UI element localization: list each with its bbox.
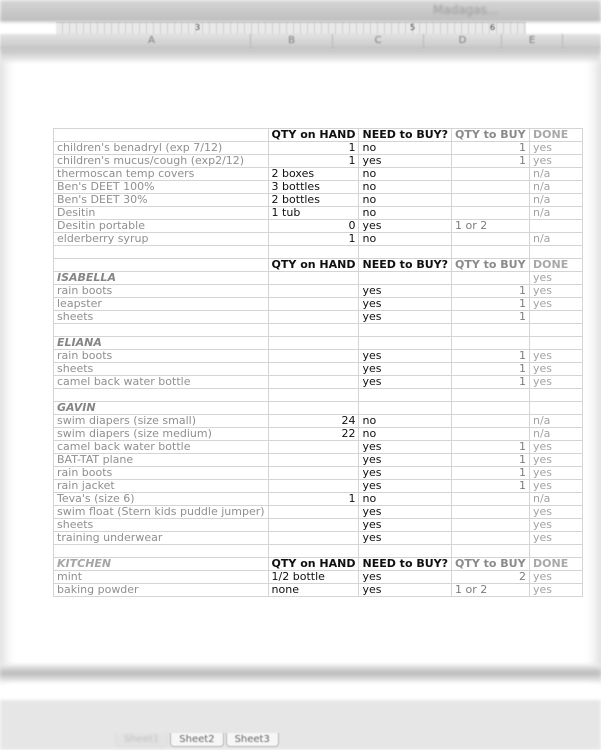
table-row xyxy=(54,506,583,519)
table-row xyxy=(54,181,583,194)
cell-c[interactable] xyxy=(359,324,452,337)
column-header-b[interactable]: B xyxy=(251,34,333,48)
cell-b[interactable]: 1/2 bottle xyxy=(268,571,359,584)
sheet-tab-1[interactable]: Sheet1 xyxy=(115,733,168,747)
blur-edge xyxy=(0,60,12,680)
cell-a[interactable]: ELIANA xyxy=(54,337,269,350)
cell-c[interactable]: yes xyxy=(359,571,452,584)
status-area xyxy=(0,700,601,750)
table-row xyxy=(54,298,583,311)
cell-d[interactable]: 1 xyxy=(452,350,530,363)
table-row xyxy=(54,155,583,168)
cell-a[interactable]: training underwear xyxy=(54,532,269,545)
cell-e[interactable]: yes xyxy=(530,142,583,155)
cell-b[interactable]: 0 xyxy=(268,220,359,233)
cell-b[interactable]: 1 xyxy=(268,233,359,246)
cell-e[interactable]: yes xyxy=(530,285,583,298)
cell-c[interactable]: yes xyxy=(359,454,452,467)
cell-a[interactable] xyxy=(54,246,269,259)
table-row xyxy=(54,571,583,584)
cell-c[interactable]: yes xyxy=(359,532,452,545)
cell-a[interactable]: Desitin portable xyxy=(54,220,269,233)
cell-e[interactable]: yes xyxy=(530,532,583,545)
ruler-mark: 3 xyxy=(195,23,201,32)
cell-e[interactable] xyxy=(530,545,583,558)
cell-c[interactable]: yes xyxy=(359,584,452,597)
cell-b[interactable] xyxy=(268,506,359,519)
cell-c[interactable] xyxy=(359,389,452,402)
table-row xyxy=(54,194,583,207)
cell-b[interactable] xyxy=(268,454,359,467)
cell-e[interactable]: n/a xyxy=(530,168,583,181)
table-row xyxy=(54,532,583,545)
cell-e[interactable]: n/a xyxy=(530,194,583,207)
cell-e[interactable] xyxy=(530,389,583,402)
cell-a[interactable]: sheets xyxy=(54,311,269,324)
cell-e[interactable]: yes xyxy=(530,441,583,454)
cell-b[interactable] xyxy=(268,350,359,363)
cell-e[interactable]: yes xyxy=(530,584,583,597)
spreadsheet-grid[interactable] xyxy=(53,128,583,597)
cell-a[interactable]: children's benadryl (exp 7/12) xyxy=(54,142,269,155)
cell-b[interactable] xyxy=(268,532,359,545)
table-row xyxy=(54,389,583,402)
cell-d[interactable] xyxy=(452,337,530,350)
blur-edge xyxy=(589,60,601,680)
cell-d[interactable] xyxy=(452,519,530,532)
cell-c[interactable]: yes xyxy=(359,480,452,493)
cell-b[interactable] xyxy=(268,441,359,454)
cell-d[interactable] xyxy=(452,402,530,415)
cell-b[interactable]: 22 xyxy=(268,428,359,441)
cell-c[interactable]: yes xyxy=(359,363,452,376)
cell-c[interactable]: yes xyxy=(359,220,452,233)
table-row xyxy=(54,402,583,415)
cell-e[interactable]: DONE xyxy=(530,558,583,571)
cell-e[interactable]: yes xyxy=(530,506,583,519)
table-row xyxy=(54,480,583,493)
table-row xyxy=(54,246,583,259)
cell-e[interactable] xyxy=(530,402,583,415)
cell-e[interactable]: n/a xyxy=(530,207,583,220)
cell-c[interactable]: yes xyxy=(359,519,452,532)
window-title: Madagas... xyxy=(433,3,499,17)
cell-d[interactable] xyxy=(452,194,530,207)
table-row xyxy=(54,441,583,454)
cell-b[interactable] xyxy=(268,285,359,298)
cell-c[interactable]: no xyxy=(359,194,452,207)
cell-b[interactable]: 1 xyxy=(268,155,359,168)
cell-d[interactable] xyxy=(452,415,530,428)
column-header-c[interactable]: C xyxy=(333,34,424,48)
table-row xyxy=(54,207,583,220)
table-row xyxy=(54,415,583,428)
cell-a[interactable]: swim float (Stern kids puddle jumper) xyxy=(54,506,269,519)
cell-d[interactable] xyxy=(452,493,530,506)
cell-b[interactable] xyxy=(268,246,359,259)
table-row xyxy=(54,311,583,324)
cell-c[interactable]: NEED to BUY? xyxy=(359,259,452,272)
cell-d[interactable]: 2 xyxy=(452,571,530,584)
cell-b[interactable] xyxy=(268,324,359,337)
cell-b[interactable]: none xyxy=(268,584,359,597)
cell-b[interactable]: 1 xyxy=(268,142,359,155)
cell-a[interactable]: sheets xyxy=(54,363,269,376)
cell-e[interactable] xyxy=(530,220,583,233)
cell-e[interactable]: yes xyxy=(530,480,583,493)
cell-a[interactable]: ISABELLA xyxy=(54,272,269,285)
table-row xyxy=(54,519,583,532)
cell-a[interactable]: mint xyxy=(54,571,269,584)
cell-e[interactable]: n/a xyxy=(530,181,583,194)
cell-c[interactable]: yes xyxy=(359,350,452,363)
cell-b[interactable] xyxy=(268,337,359,350)
table-row xyxy=(54,285,583,298)
cell-b[interactable]: 3 bottles xyxy=(268,181,359,194)
table-row xyxy=(54,558,583,571)
cell-a[interactable]: baking powder xyxy=(54,584,269,597)
cell-e[interactable]: yes xyxy=(530,571,583,584)
table-row xyxy=(54,363,583,376)
cell-e[interactable]: n/a xyxy=(530,428,583,441)
cell-a[interactable]: children's mucus/cough (exp2/12) xyxy=(54,155,269,168)
cell-d[interactable]: 1 xyxy=(452,467,530,480)
cell-a[interactable]: rain jacket xyxy=(54,480,269,493)
cell-d[interactable]: QTY to BUY xyxy=(452,129,530,142)
cell-d[interactable]: 1 xyxy=(452,441,530,454)
cell-e[interactable] xyxy=(530,324,583,337)
cell-a[interactable]: rain boots xyxy=(54,350,269,363)
cell-c[interactable] xyxy=(359,246,452,259)
cell-a[interactable]: Ben's DEET 100% xyxy=(54,181,269,194)
table-row xyxy=(54,220,583,233)
cell-b[interactable]: 1 xyxy=(268,493,359,506)
title-bar xyxy=(0,0,601,22)
cell-a[interactable]: GAVIN xyxy=(54,402,269,415)
cell-d[interactable]: 1 xyxy=(452,376,530,389)
cell-e[interactable]: n/a xyxy=(530,233,583,246)
table-row xyxy=(54,324,583,337)
table-row xyxy=(54,142,583,155)
cell-a[interactable]: sheets xyxy=(54,519,269,532)
cell-e[interactable] xyxy=(530,311,583,324)
table-row xyxy=(54,493,583,506)
table-row xyxy=(54,350,583,363)
table-row xyxy=(54,337,583,350)
cell-d[interactable] xyxy=(452,389,530,402)
cell-a[interactable] xyxy=(54,545,269,558)
cell-d[interactable]: 1 xyxy=(452,480,530,493)
cell-e[interactable]: DONE xyxy=(530,129,583,142)
cell-b[interactable] xyxy=(268,519,359,532)
cell-d[interactable] xyxy=(452,545,530,558)
cell-c[interactable] xyxy=(359,402,452,415)
cell-b[interactable] xyxy=(268,363,359,376)
table-row xyxy=(54,168,583,181)
cell-e[interactable]: yes xyxy=(530,350,583,363)
cell-e[interactable]: yes xyxy=(530,454,583,467)
cell-b[interactable] xyxy=(268,298,359,311)
cell-e[interactable]: yes xyxy=(530,272,583,285)
cell-b[interactable]: 1 tub xyxy=(268,207,359,220)
cell-a[interactable]: rain boots xyxy=(54,285,269,298)
cell-c[interactable]: yes xyxy=(359,285,452,298)
cell-c[interactable]: yes xyxy=(359,467,452,480)
cell-c[interactable] xyxy=(359,337,452,350)
cell-c[interactable]: yes xyxy=(359,155,452,168)
cell-d[interactable] xyxy=(452,324,530,337)
cell-a[interactable]: Desitin xyxy=(54,207,269,220)
cell-c[interactable]: no xyxy=(359,428,452,441)
cell-b[interactable]: QTY on HAND xyxy=(268,129,359,142)
cell-b[interactable] xyxy=(268,545,359,558)
cell-d[interactable] xyxy=(452,428,530,441)
cell-c[interactable]: no xyxy=(359,233,452,246)
cell-c[interactable]: yes xyxy=(359,376,452,389)
cell-d[interactable]: 1 or 2 xyxy=(452,220,530,233)
cell-a[interactable]: camel back water bottle xyxy=(54,376,269,389)
cell-d[interactable]: 1 xyxy=(452,142,530,155)
cell-b[interactable]: QTY on HAND xyxy=(268,259,359,272)
column-header-d[interactable]: D xyxy=(424,34,502,48)
cell-d[interactable] xyxy=(452,181,530,194)
sheet-tabs xyxy=(115,733,281,747)
cell-c[interactable]: yes xyxy=(359,298,452,311)
cell-b[interactable]: 2 bottles xyxy=(268,194,359,207)
cell-c[interactable]: NEED to BUY? xyxy=(359,129,452,142)
cell-b[interactable] xyxy=(268,311,359,324)
table-row xyxy=(54,233,583,246)
cell-b[interactable] xyxy=(268,480,359,493)
table-row xyxy=(54,272,583,285)
cell-c[interactable]: no xyxy=(359,415,452,428)
cell-a[interactable]: elderberry syrup xyxy=(54,233,269,246)
cell-b[interactable] xyxy=(268,376,359,389)
table-row xyxy=(54,467,583,480)
cell-a[interactable]: Teva's (size 6) xyxy=(54,493,269,506)
cell-a[interactable]: thermoscan temp covers xyxy=(54,168,269,181)
table-row xyxy=(54,584,583,597)
cell-e[interactable] xyxy=(530,246,583,259)
cell-d[interactable] xyxy=(452,168,530,181)
sheet-tab-3[interactable]: Sheet3 xyxy=(226,733,279,747)
cell-c[interactable] xyxy=(359,272,452,285)
cell-c[interactable]: no xyxy=(359,207,452,220)
column-header-e[interactable]: E xyxy=(502,34,563,48)
cell-b[interactable] xyxy=(268,389,359,402)
cell-c[interactable] xyxy=(359,545,452,558)
cell-d[interactable]: QTY to BUY xyxy=(452,259,530,272)
table-row xyxy=(54,376,583,389)
column-header-a[interactable]: A xyxy=(53,34,251,48)
ruler-mark: 5 xyxy=(410,23,416,32)
cell-d[interactable] xyxy=(452,532,530,545)
cell-b[interactable]: 2 boxes xyxy=(268,168,359,181)
cell-a[interactable] xyxy=(54,324,269,337)
cell-d[interactable] xyxy=(452,272,530,285)
cell-a[interactable]: BAT-TAT plane xyxy=(54,454,269,467)
cell-c[interactable]: no xyxy=(359,168,452,181)
cell-e[interactable]: yes xyxy=(530,363,583,376)
table-row xyxy=(54,545,583,558)
cell-d[interactable]: 1 xyxy=(452,155,530,168)
cell-e[interactable] xyxy=(530,337,583,350)
cell-e[interactable]: yes xyxy=(530,519,583,532)
cell-d[interactable] xyxy=(452,506,530,519)
cell-c[interactable]: yes xyxy=(359,506,452,519)
cell-a[interactable]: leapster xyxy=(54,298,269,311)
cell-d[interactable] xyxy=(452,207,530,220)
cell-a[interactable] xyxy=(54,389,269,402)
cell-e[interactable]: n/a xyxy=(530,493,583,506)
cell-c[interactable]: no xyxy=(359,142,452,155)
cell-d[interactable]: 1 or 2 xyxy=(452,584,530,597)
table-row xyxy=(54,129,583,142)
cell-c[interactable]: no xyxy=(359,493,452,506)
cell-a[interactable]: rain boots xyxy=(54,467,269,480)
cell-a[interactable]: swim diapers (size medium) xyxy=(54,428,269,441)
cell-a[interactable]: camel back water bottle xyxy=(54,441,269,454)
cell-c[interactable]: no xyxy=(359,181,452,194)
cell-c[interactable]: yes xyxy=(359,441,452,454)
ruler-mark: 6 xyxy=(490,23,496,32)
cell-a[interactable]: KITCHEN xyxy=(54,558,269,571)
cell-e[interactable]: yes xyxy=(530,467,583,480)
cell-a[interactable] xyxy=(54,259,269,272)
cell-d[interactable]: 1 xyxy=(452,311,530,324)
cell-d[interactable]: 1 xyxy=(452,298,530,311)
cell-e[interactable]: yes xyxy=(530,376,583,389)
cell-b[interactable] xyxy=(268,402,359,415)
page-break-top xyxy=(0,48,601,62)
cell-d[interactable]: 1 xyxy=(452,363,530,376)
cell-a[interactable]: swim diapers (size small) xyxy=(54,415,269,428)
cell-e[interactable]: DONE xyxy=(530,259,583,272)
cell-b[interactable] xyxy=(268,272,359,285)
cell-a[interactable]: Ben's DEET 30% xyxy=(54,194,269,207)
table-row xyxy=(54,454,583,467)
cell-c[interactable]: NEED to BUY? xyxy=(359,558,452,571)
cell-b[interactable]: QTY on HAND xyxy=(268,558,359,571)
cell-d[interactable]: 1 xyxy=(452,454,530,467)
cell-b[interactable] xyxy=(268,467,359,480)
table-row xyxy=(54,259,583,272)
cell-d[interactable] xyxy=(452,233,530,246)
cell-d[interactable]: 1 xyxy=(452,285,530,298)
cell-a[interactable] xyxy=(54,129,269,142)
cell-e[interactable]: n/a xyxy=(530,415,583,428)
cell-d[interactable] xyxy=(452,246,530,259)
cell-d[interactable]: QTY to BUY xyxy=(452,558,530,571)
sheet-tab-2[interactable]: Sheet2 xyxy=(170,733,223,747)
cell-b[interactable]: 24 xyxy=(268,415,359,428)
page-break-bottom xyxy=(0,664,601,682)
cell-e[interactable]: yes xyxy=(530,298,583,311)
cell-e[interactable]: yes xyxy=(530,155,583,168)
table-row xyxy=(54,428,583,441)
cell-c[interactable]: yes xyxy=(359,311,452,324)
